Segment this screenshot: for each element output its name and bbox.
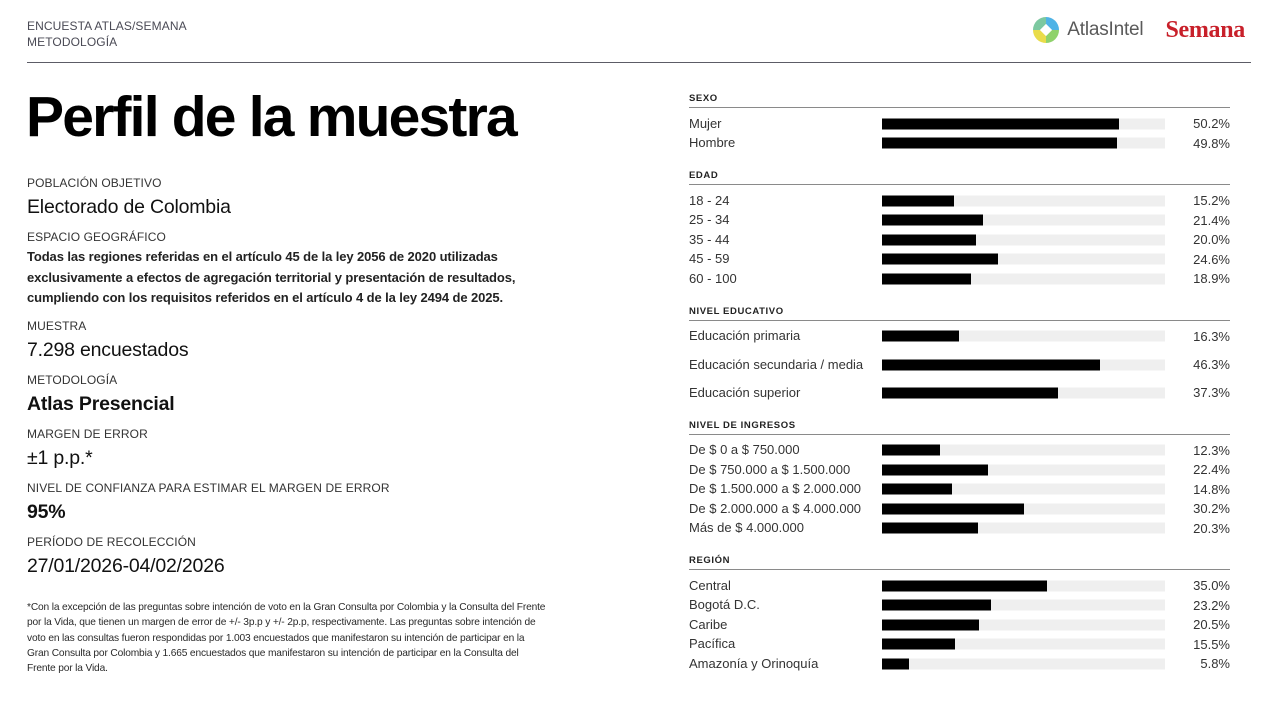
- field-label: ESPACIO GEOGRÁFICO: [27, 230, 166, 244]
- field-metodologia: [27, 373, 567, 417]
- bar-row: [689, 615, 1230, 635]
- field-value: 7.298 encuestados: [27, 338, 189, 361]
- footnote: *Con la excepción de las preguntas sobre intención de voto en la Gran Consulta por Colombia y la Consulta del Frente por la Vida, que tienen un margen de error de +/- 3p.p y +/- 2p.p, respectivamente. Las preguntas sobre intención de voto en las consultas fueron respondidas por 1.003 encuestados que manifestaron su intención de participar en la Gran Consulta por Colombia y 1.665 encuestados que manifestaron su intención de participar en la Consulta del Frente por la Vida.: [27, 602, 546, 675]
- field-confianza: [27, 481, 567, 525]
- bar-value: 35.0%: [1193, 578, 1230, 594]
- chart-edad: [689, 163, 1230, 299]
- field-value: Todas las regiones referidas en el artículo 45 de la ley 2056 de 2020 utilizadas exclusivamente a efectos de agregación territorial y presentación de resultados, cumpliendo con los requisitos referidos en el artículo 4 de la ley 2494 de 2025.: [27, 249, 516, 305]
- field-label: NIVEL DE CONFIANZA PARA ESTIMAR EL MARGEN DE ERROR: [27, 480, 390, 495]
- chart-sexo: [689, 86, 1230, 163]
- semana-logo: Semana: [1165, 16, 1245, 43]
- chart-nivel-de-ingresos: [689, 413, 1230, 549]
- bar-track: [882, 273, 1165, 284]
- field-muestra: [27, 319, 567, 363]
- field-value: ±1 p.p.*: [27, 446, 93, 469]
- field-label: MUESTRA: [27, 318, 87, 333]
- bar-value: 5.8%: [1200, 656, 1230, 672]
- bar-label: Educación primaria: [689, 328, 801, 344]
- bar-track: [882, 523, 1165, 534]
- bar-fill: [882, 658, 909, 669]
- bar-fill: [882, 359, 1100, 370]
- bar-fill: [882, 464, 988, 475]
- bar-fill: [882, 523, 978, 534]
- bar-fill: [882, 484, 952, 495]
- bar-label: De $ 1.500.000 a $ 2.000.000: [689, 481, 862, 497]
- bar-row: [689, 269, 1230, 289]
- bar-track: [882, 639, 1165, 650]
- bar-label: Más de $ 4.000.000: [689, 520, 804, 536]
- bar-fill: [882, 619, 979, 630]
- bar-value: 30.2%: [1193, 501, 1230, 517]
- bar-fill: [882, 580, 1047, 591]
- field-value: Atlas Presencial: [27, 392, 175, 415]
- bar-label: Hombre: [689, 135, 736, 151]
- bar-row: [689, 191, 1230, 211]
- bar-row: [689, 576, 1230, 596]
- bar-track: [882, 215, 1165, 226]
- bar-track: [882, 464, 1165, 475]
- bar-track: [882, 658, 1165, 669]
- bar-value: 20.3%: [1193, 520, 1230, 536]
- bar-row: [689, 460, 1230, 480]
- field-periodo: [27, 535, 567, 579]
- bar-fill: [882, 387, 1058, 398]
- kicker-section: METODOLOGÍA: [27, 35, 118, 49]
- bar-value: 50.2%: [1193, 116, 1230, 132]
- bar-label: De $ 0 a $ 750.000: [689, 442, 800, 458]
- bar-value: 15.5%: [1193, 636, 1230, 652]
- bar-track: [882, 445, 1165, 456]
- bar-row: [689, 211, 1230, 231]
- chart-title: SEXO: [689, 86, 1230, 108]
- bar-label: 60 - 100: [689, 270, 737, 286]
- methodology-panel: [27, 176, 567, 589]
- chart-title: REGIÓN: [689, 548, 1230, 570]
- bar-fill: [882, 138, 1117, 149]
- bar-value: 21.4%: [1193, 212, 1230, 228]
- bar-value: 46.3%: [1193, 357, 1230, 372]
- bar-row: [689, 230, 1230, 250]
- bar-track: [882, 484, 1165, 495]
- bar-label: Educación secundaria / media: [689, 356, 864, 372]
- page-header: [27, 0, 1251, 63]
- bar-label: 18 - 24: [689, 192, 730, 208]
- bar-row: [689, 654, 1230, 674]
- bar-row: [689, 346, 1230, 383]
- field-value: 95%: [27, 500, 66, 523]
- bar-label: Bogotá D.C.: [689, 597, 760, 613]
- bar-value: 49.8%: [1193, 135, 1230, 151]
- bar-row: [689, 519, 1230, 539]
- bar-row: [689, 499, 1230, 519]
- field-label: MARGEN DE ERROR: [27, 426, 148, 441]
- bar-value: 24.6%: [1193, 251, 1230, 267]
- field-label: POBLACIÓN OBJETIVO: [27, 176, 162, 190]
- bar-fill: [882, 118, 1119, 129]
- field-value: Electorado de Colombia: [27, 196, 231, 218]
- bar-label: Pacífica: [689, 636, 736, 652]
- bar-row: [689, 134, 1230, 154]
- bar-row: [689, 250, 1230, 270]
- bar-fill: [882, 331, 959, 342]
- bar-label: De $ 750.000 a $ 1.500.000: [689, 461, 851, 477]
- bar-fill: [882, 234, 976, 245]
- bar-fill: [882, 445, 940, 456]
- bar-fill: [882, 195, 954, 206]
- bar-label: Caribe: [689, 616, 728, 632]
- chart-title: NIVEL EDUCATIVO: [689, 299, 1230, 321]
- bar-track: [882, 580, 1165, 591]
- field-label: PERÍODO DE RECOLECCIÓN: [27, 534, 196, 549]
- bar-value: 22.4%: [1193, 462, 1230, 478]
- bar-row: [689, 327, 1230, 347]
- kicker-survey: ENCUESTA ATLAS/SEMANA: [27, 19, 187, 33]
- bar-value: 37.3%: [1193, 385, 1230, 401]
- bar-track: [882, 195, 1165, 206]
- bar-track: [882, 387, 1165, 398]
- bar-fill: [882, 215, 983, 226]
- bar-track: [882, 359, 1165, 370]
- bar-row: [689, 441, 1230, 461]
- bar-value: 15.2%: [1193, 193, 1230, 209]
- bar-row: [689, 635, 1230, 655]
- bar-label: De $ 2.000.000 a $ 4.000.000: [689, 500, 862, 516]
- bar-track: [882, 234, 1165, 245]
- bar-track: [882, 600, 1165, 611]
- bar-row: [689, 114, 1230, 134]
- page-title: Perfil de la muestra: [26, 85, 516, 149]
- bar-value: 20.5%: [1193, 617, 1230, 633]
- bar-label: Educación superior: [689, 384, 801, 400]
- chart-title: NIVEL DE INGRESOS: [689, 413, 1230, 435]
- atlasintel-logo: [1032, 16, 1143, 44]
- bar-fill: [882, 503, 1024, 514]
- bar-label: Amazonía y Orinoquía: [689, 655, 819, 671]
- bar-value: 12.3%: [1193, 442, 1230, 458]
- bar-label: Central: [689, 577, 731, 593]
- bar-value: 18.9%: [1193, 271, 1230, 287]
- bar-fill: [882, 254, 998, 265]
- field-poblacion: [27, 176, 567, 220]
- bar-value: 20.0%: [1193, 232, 1230, 248]
- atlasintel-diamond-icon: [1032, 16, 1060, 44]
- field-espacio: [27, 230, 567, 309]
- chart-region: [689, 548, 1230, 684]
- sample-profile-charts: [689, 86, 1230, 684]
- field-margen: [27, 427, 567, 471]
- bar-fill: [882, 273, 971, 284]
- kicker: [27, 18, 187, 50]
- bar-value: 23.2%: [1193, 597, 1230, 613]
- bar-label: Mujer: [689, 115, 722, 131]
- bar-track: [882, 138, 1165, 149]
- bar-fill: [882, 639, 955, 650]
- bar-track: [882, 503, 1165, 514]
- bar-row: [689, 596, 1230, 616]
- bar-track: [882, 118, 1165, 129]
- chart-nivel-educativo: [689, 299, 1230, 413]
- bar-label: 35 - 44: [689, 231, 730, 247]
- bar-track: [882, 331, 1165, 342]
- bar-value: 16.3%: [1193, 328, 1230, 344]
- bar-value: 14.8%: [1193, 481, 1230, 497]
- bar-label: 45 - 59: [689, 251, 730, 267]
- field-label: METODOLOGÍA: [27, 372, 118, 387]
- bar-track: [882, 254, 1165, 265]
- chart-title: EDAD: [689, 163, 1230, 185]
- atlasintel-wordmark: AtlasIntel: [1067, 19, 1144, 40]
- bar-label: 25 - 34: [689, 212, 730, 228]
- bar-row: [689, 383, 1230, 403]
- bar-row: [689, 480, 1230, 500]
- bar-track: [882, 619, 1165, 630]
- logos: [1032, 16, 1245, 44]
- field-value: 27/01/2026-04/02/2026: [27, 554, 225, 577]
- bar-fill: [882, 600, 991, 611]
